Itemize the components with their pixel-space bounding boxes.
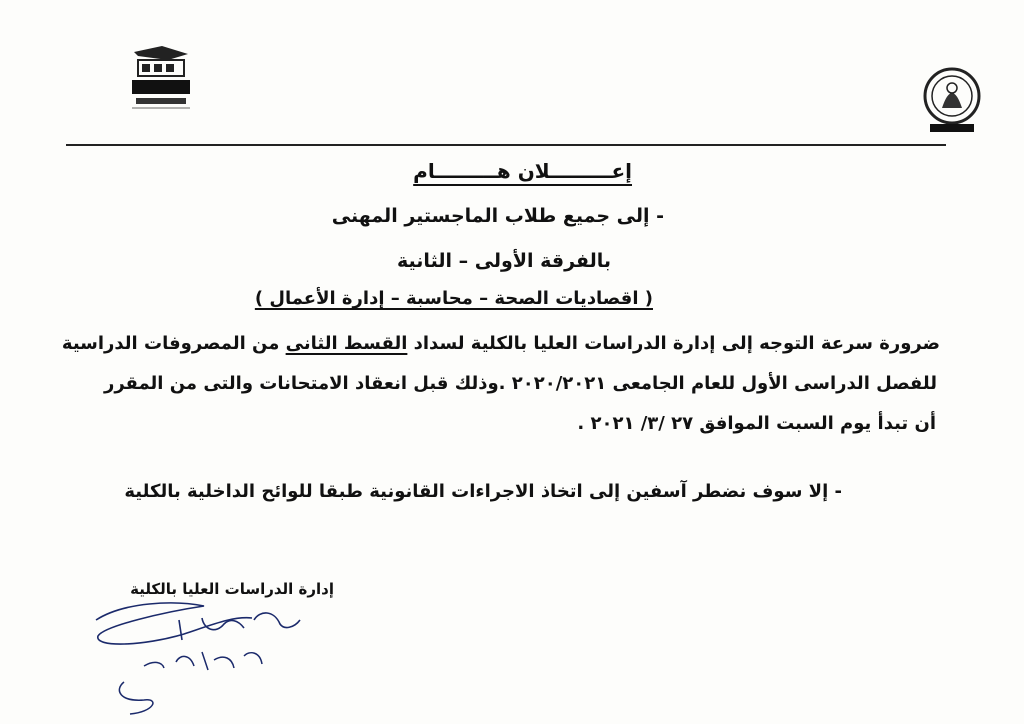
- header-divider: [66, 144, 946, 146]
- legal-warning: - إلا سوف نضطر آسفين إلى اتخاذ الاجراءات القانونية طبقا للوائح الداخلية بالكلية: [124, 481, 842, 502]
- audience-line: - إلى جميع طلاب الماجستير المهنى: [331, 205, 664, 227]
- paragraph-line-1: [62, 333, 940, 354]
- second-installment-highlight: القسط الثانى: [285, 333, 408, 354]
- programs-line: ( اقصاديات الصحة – محاسبة – إدارة الأعمال ): [254, 288, 653, 309]
- commerce-faculty-logo-icon: [128, 44, 198, 114]
- paragraph-line-2: للفصل الدراسى الأول للعام الجامعى ٢٠٢٠/٢٠٢١ .وذلك قبل انعقاد الامتحانات والتى من المقرر: [103, 373, 937, 394]
- handwritten-signature: [84, 590, 314, 724]
- paragraph-line-3: أن تبدأ يوم السبت الموافق ٢٧ /٣/ ٢٠٢١ .: [577, 413, 936, 434]
- grades-line: بالفرقة الأولى – الثانية: [397, 250, 611, 272]
- paragraph-line-1-end: من المصروفات الدراسية: [61, 333, 286, 354]
- paragraph-line-1-start: ضرورة سرعة التوجه إلى إدارة الدراسات العليا بالكلية لسداد: [407, 333, 940, 354]
- announcement-title: إعـــــــــلان هـــــــــام: [413, 159, 632, 183]
- signature-title: إدارة الدراسات العليا بالكلية: [130, 580, 334, 598]
- university-seal-icon: [916, 64, 988, 136]
